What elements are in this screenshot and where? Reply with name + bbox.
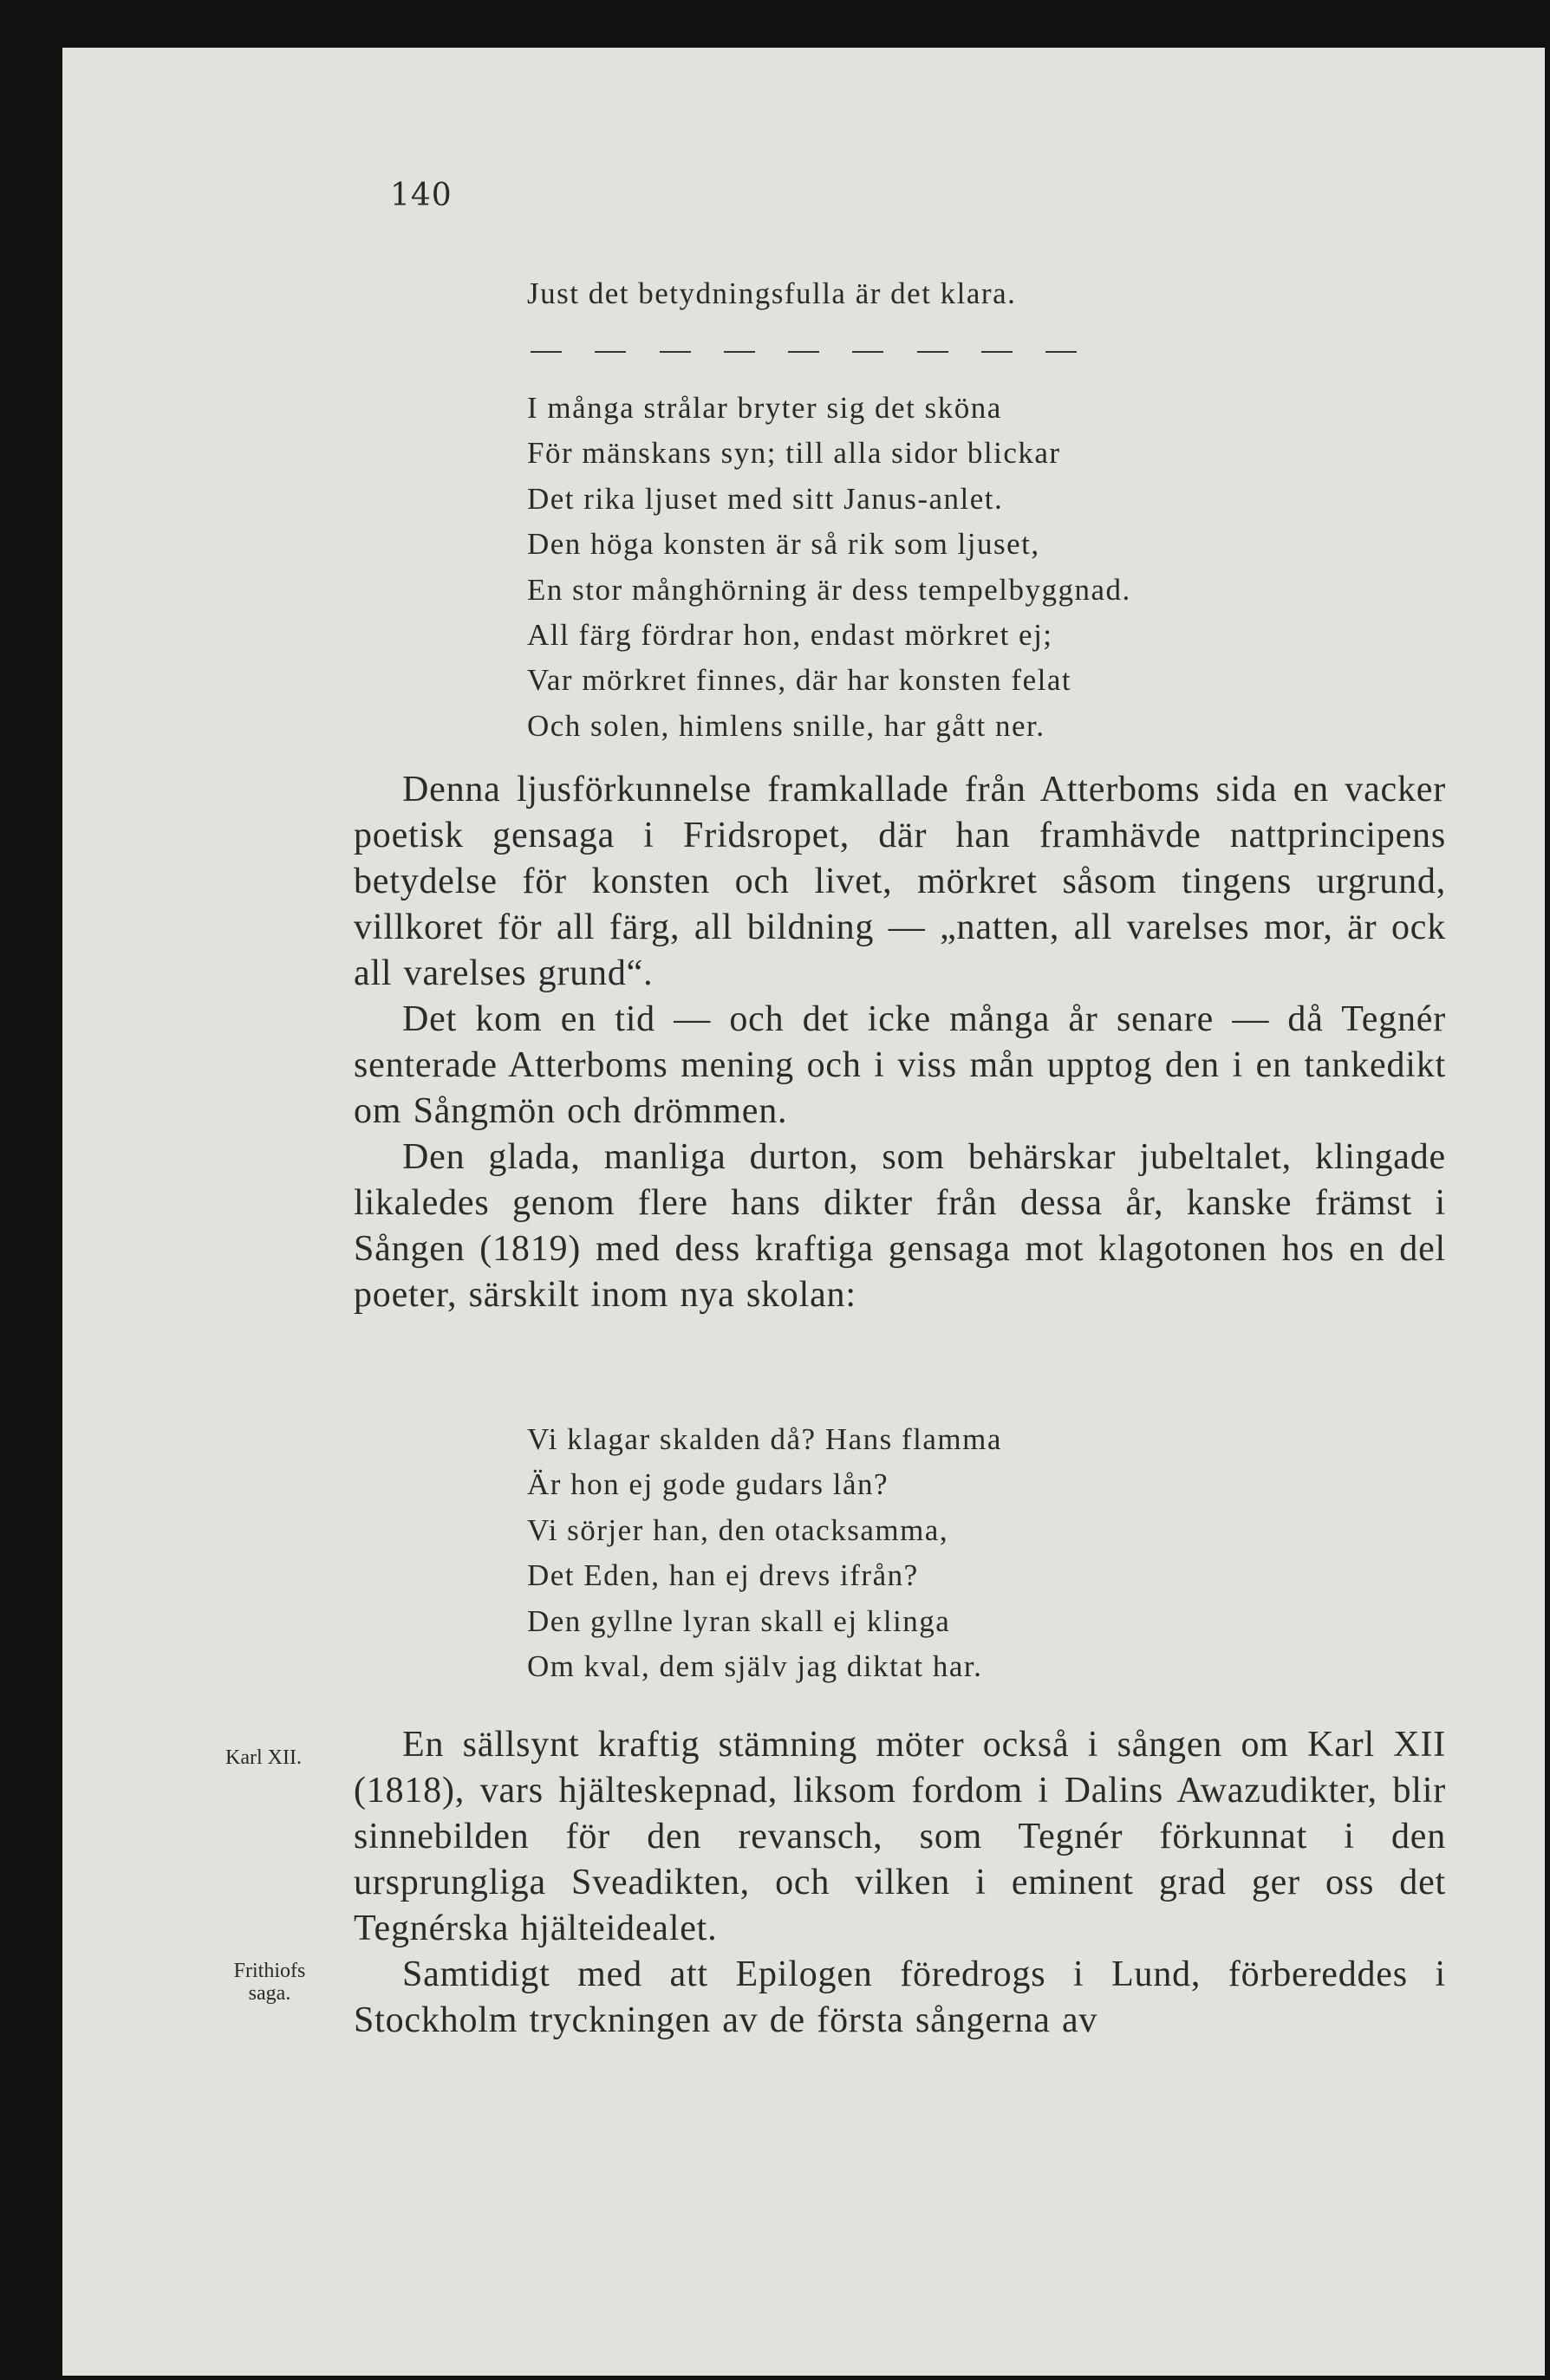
paragraph: Det kom en tid — och det icke många år senare — då Tegnér senterade Atterboms mening och i viss mån upptog den i en tankedikt om Sångmön och drömmen. [354, 999, 1446, 1131]
poem-line: All färg fördrar hon, endast mörkret ej; [527, 617, 1053, 652]
page-number: 140 [390, 178, 453, 213]
book-page [62, 48, 1545, 2376]
divider-dash [724, 351, 755, 353]
body-text-section [354, 767, 1446, 1318]
divider-dash [1045, 351, 1077, 353]
paragraph: Samtidigt med att Epilogen föredrogs i Lund, förbereddes i Stockholm tryckningen av de första sångerna av [354, 1954, 1446, 2040]
margin-note-line: Frithiofs [233, 1960, 306, 1982]
margin-note-karl: Karl XII. [225, 1746, 302, 1769]
paragraph: Denna ljusförkunnelse framkallade från Atterboms sida en vacker poetisk gensaga i Fridsropet, där han framhävde nattprincipens betydelse för konsten och livet, mörkret såsom tingens urgrund, villkoret för all färg, all bildning — „natten, all varelses mor, är ock all varelses grund“. [354, 770, 1446, 993]
poem-line: Om kval, dem själv jag diktat har. [527, 1648, 983, 1683]
poem-stanza [527, 386, 1131, 749]
poem-line: Det rika ljuset med sitt Janus-anlet. [527, 481, 1004, 516]
poem-line: En stor månghörning är dess tempelbyggnad. [527, 572, 1131, 607]
divider-dash [660, 351, 691, 353]
poem-line: Vi klagar skalden då? Hans flamma [527, 1422, 1002, 1456]
divider-dash [981, 351, 1013, 353]
section-divider [531, 351, 1077, 360]
poem-line: Är hon ej gode gudars lån? [527, 1467, 889, 1502]
paragraph: Den glada, manliga durton, som behärskar jubeltalet, klingade likaledes genom flere hans dikter från dessa år, kanske främst i Sången (1819) med dess kraftiga gensaga mot klagotonen hos en del poeter, särskilt inom nya skolan: [354, 1137, 1446, 1315]
poem-line: Den höga konsten är så rik som ljuset, [527, 527, 1040, 562]
poem-line: Och solen, himlens snille, har gått ner. [527, 708, 1045, 743]
margin-note-line: saga. [248, 1982, 291, 2005]
divider-dash [788, 351, 819, 353]
poem-line: I många strålar bryter sig det sköna [527, 391, 1002, 425]
divider-dash [917, 351, 948, 353]
poem-line: För mänskans syn; till alla sidor blickar [527, 436, 1061, 471]
paragraph: En sällsynt kraftig stämning möter också i sången om Karl XII (1818), vars hjälteskepnad, liksom fordom i Dalins Awazudikter, blir sinnebilden för den revansch, som Tegnér förkunnat i den ursprungliga Sveadikten, och vilken i eminent grad ger oss det Tegnérska hjälteidealet. [354, 1725, 1446, 1948]
margin-note-frithiof [222, 1960, 317, 2005]
divider-dash [595, 351, 626, 353]
body-text-section [354, 1722, 1446, 2044]
poem-line: Det Eden, han ej drevs ifrån? [527, 1558, 919, 1593]
poem-stanza [527, 1417, 1002, 1689]
poem-line: Just det betydningsfulla är det klara. [527, 276, 1017, 310]
poem-fragment [527, 271, 1016, 316]
poem-line: Var mörkret finnes, där har konsten felat [527, 663, 1072, 698]
divider-dash [852, 351, 883, 353]
poem-line: Den gyllne lyran skall ej klinga [527, 1603, 951, 1638]
divider-dash [531, 351, 562, 353]
poem-line: Vi sörjer han, den otacksamma, [527, 1512, 949, 1547]
